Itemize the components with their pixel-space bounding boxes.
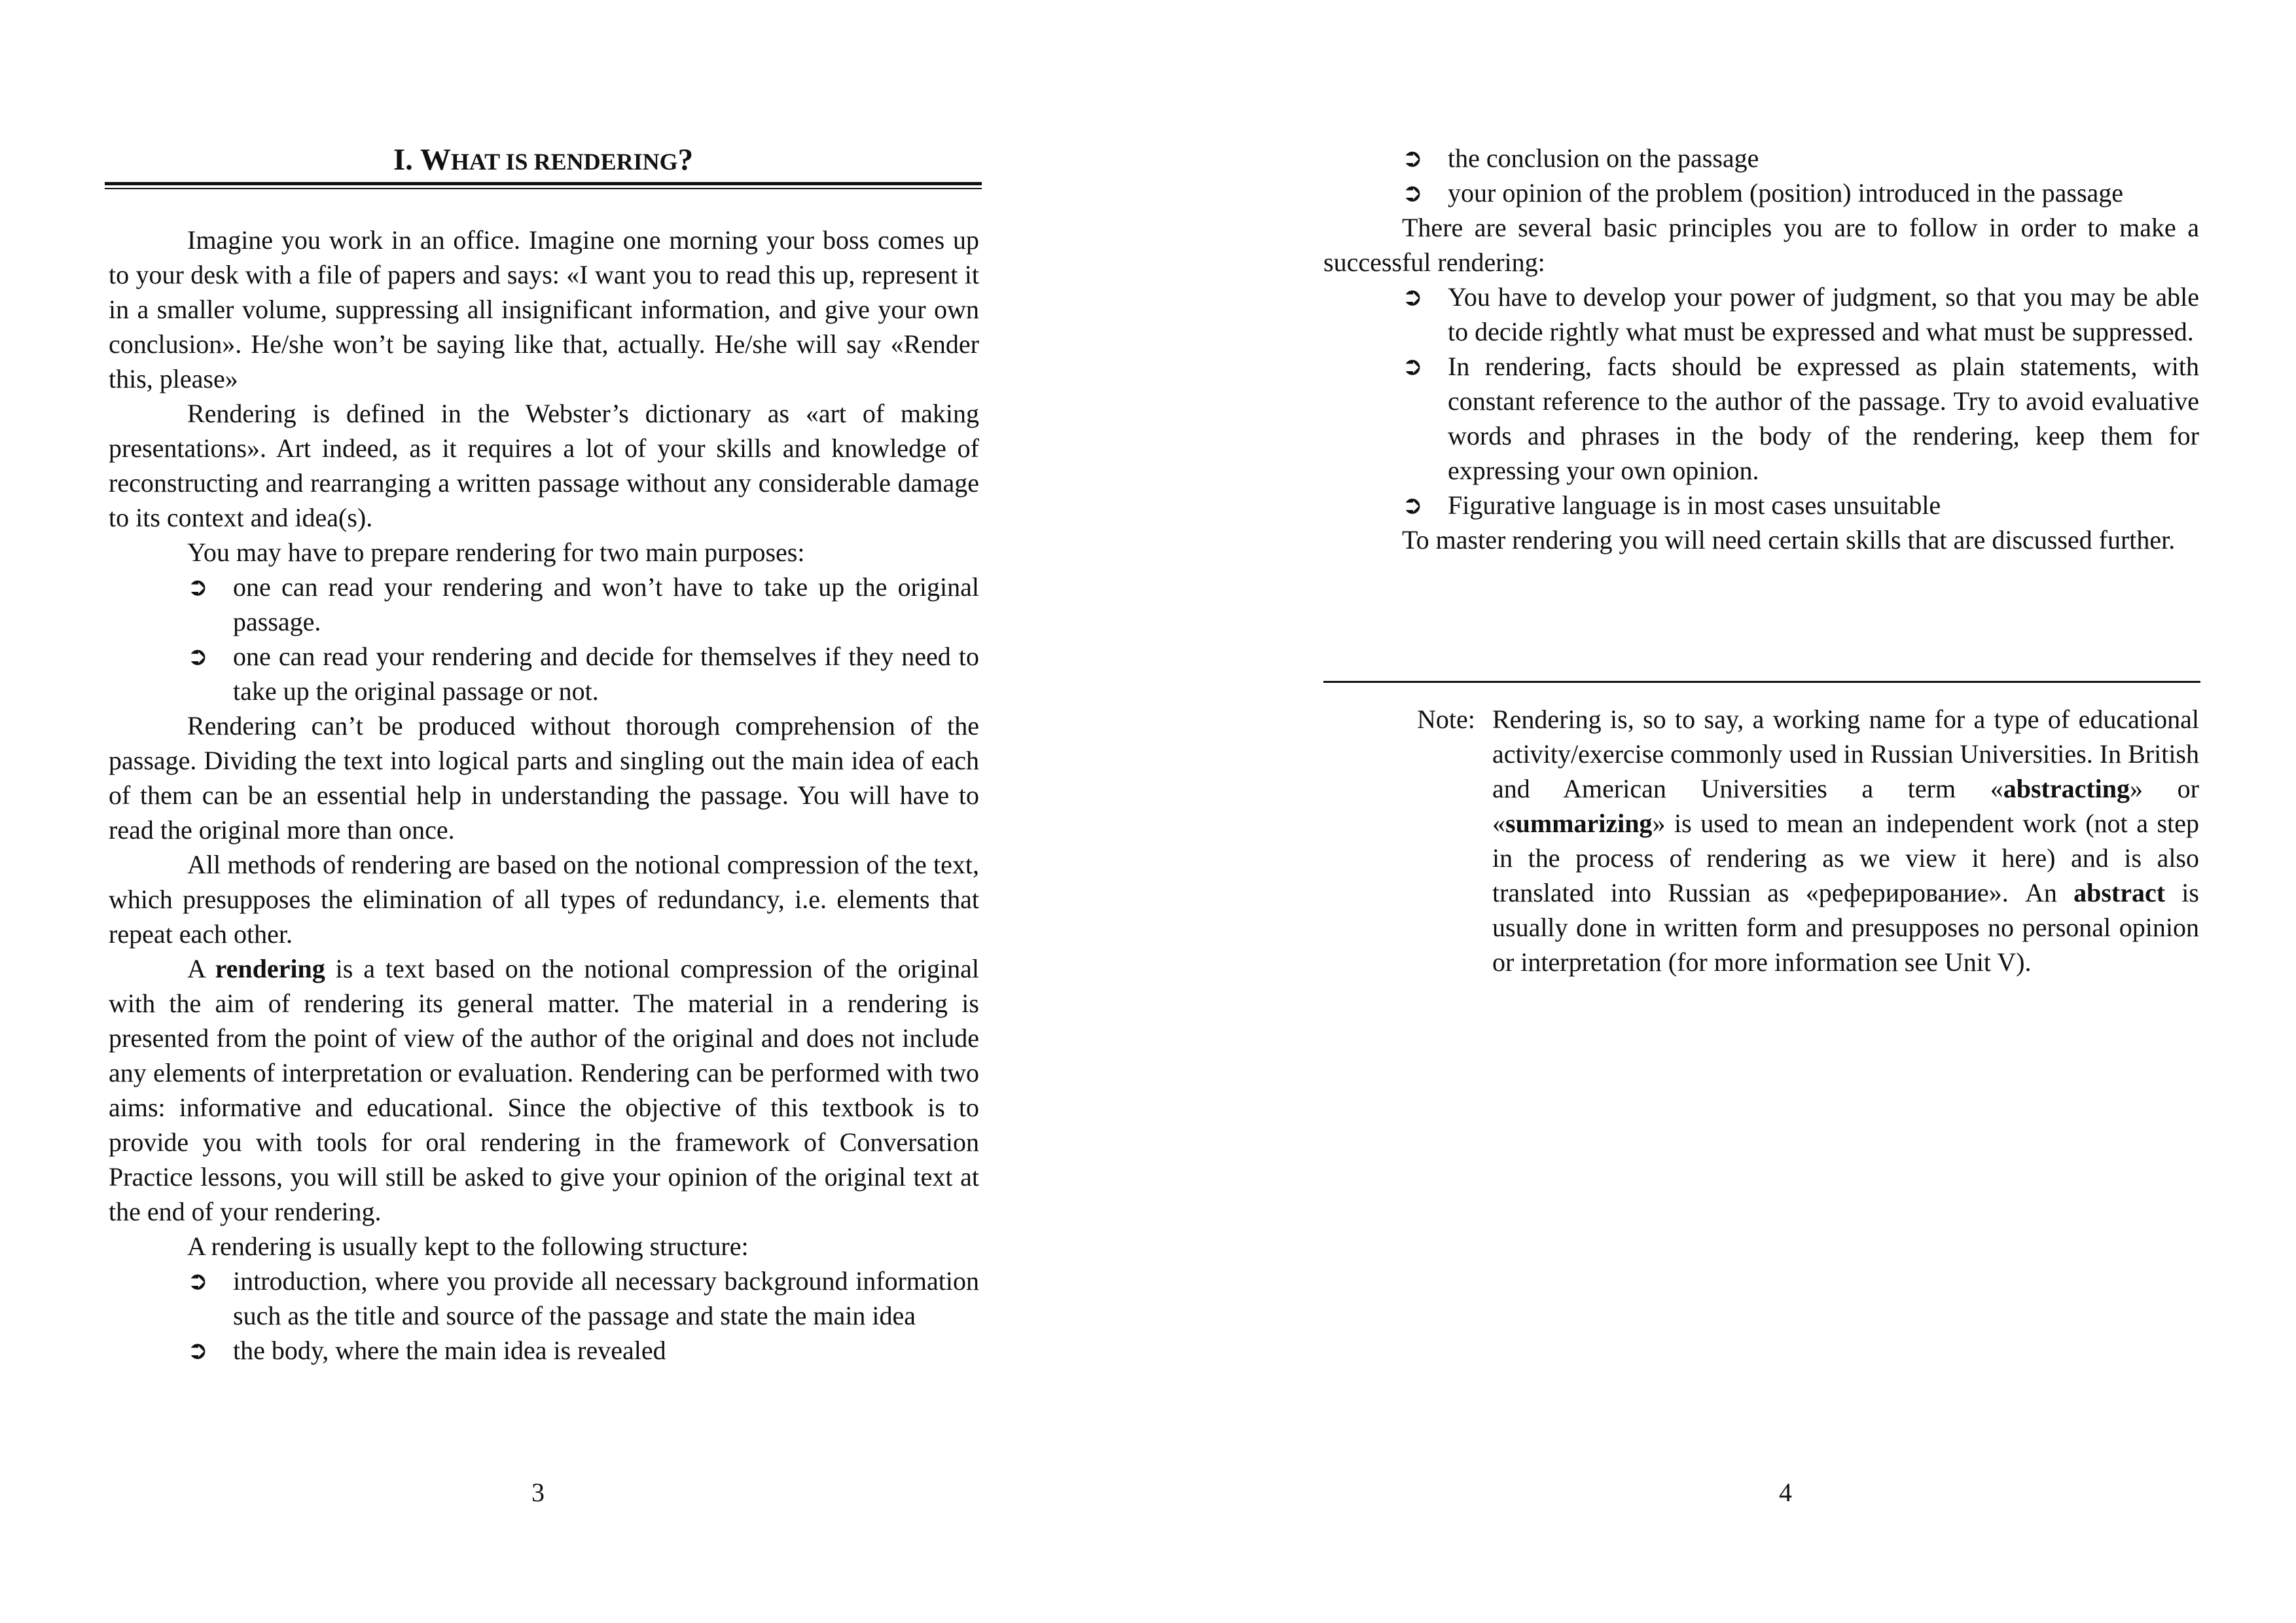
arrow-bullet-icon: ➲	[1402, 282, 1423, 311]
list-item: ➲ In rendering, facts should be expressed as plain statements, with constant reference to the author of the passage. Try to avoid evaluative words and phrases in the body of the rendering, keep them for expressing your own opinion.	[1323, 349, 2199, 488]
structure-list	[109, 1264, 979, 1368]
arrow-bullet-icon: ➲	[1402, 352, 1423, 380]
paragraph: To master rendering you will need certain skills that are discussed further.	[1402, 525, 2176, 555]
right-page	[1322, 0, 2199, 1623]
title-smallcaps: HAT IS RENDERING	[450, 149, 678, 175]
arrow-bullet-icon: ➲	[187, 1336, 208, 1364]
list-item: ➲ your opinion of the problem (position) introduced in the passage	[1323, 175, 2199, 210]
title-end: ?	[677, 143, 694, 177]
note-divider	[1323, 681, 2200, 683]
arrow-bullet-icon: ➲	[1402, 178, 1423, 207]
arrow-bullet-icon: ➲	[1402, 490, 1423, 519]
left-page	[105, 0, 982, 1623]
arrow-bullet-icon: ➲	[187, 572, 208, 601]
right-body-text	[1323, 141, 2199, 557]
title-numeral: I.	[393, 143, 420, 177]
arrow-bullet-icon: ➲	[1402, 143, 1423, 172]
purposes-list	[109, 570, 979, 708]
list-item: ➲ introduction, where you provide all necessary background information such as the title and source of the passage and state the main idea	[109, 1264, 979, 1333]
term-abstract: abstract	[2073, 878, 2166, 907]
paragraph: A rendering is usually kept to the following structure:	[187, 1231, 749, 1261]
page-number: 3	[531, 1478, 545, 1507]
list-item: ➲ You have to develop your power of judgment, so that you may be able to decide rightly what must be expressed and what must be suppressed.	[1323, 280, 2199, 349]
paragraph: All methods of rendering are based on the notional compression of the text, which presupposes the elimination of all types of redundancy, i.e. elements that repeat each other.	[109, 850, 979, 949]
arrow-bullet-icon: ➲	[187, 1266, 208, 1295]
left-body-text	[109, 223, 979, 1368]
note-label: Note:	[1417, 704, 1475, 734]
list-item: ➲ one can read your rendering and decide for themselves if they need to take up the original passage or not.	[109, 639, 979, 708]
list-item: ➲ the body, where the main idea is revealed	[109, 1333, 979, 1368]
term-summarizing: summarizing	[1505, 809, 1653, 838]
principles-list	[1323, 280, 2199, 522]
title-double-rule	[105, 182, 982, 189]
title-cap: W	[420, 143, 451, 177]
paragraph: There are several basic principles you are to follow in order to make a successful rendering:	[1323, 213, 2199, 277]
list-item: ➲ the conclusion on the passage	[1323, 141, 2199, 175]
structure-list-continued	[1323, 141, 2199, 210]
term-rendering: rendering	[215, 954, 325, 983]
list-item: ➲ one can read your rendering and won’t have to take up the original passage.	[109, 570, 979, 639]
arrow-bullet-icon: ➲	[187, 642, 208, 670]
footnote: Note: Rendering is, so to say, a working name for a type of educational activity/exercise commonly used in Russian Universities. In British and American Universities a term «abstracting» or «summarizing» is used to mean an independent work (not a step in the process of rendering as we view it here) and is also translated into Russian as «реферирование». An abstract is usually done in written form and presupposes no personal opinion or interpretation (for more information see Unit V).	[1417, 702, 2199, 979]
paragraph: You may have to prepare rendering for two main purposes:	[187, 538, 805, 567]
page-number: 4	[1779, 1478, 1792, 1507]
paragraph: A rendering is a text based on the notional compression of the original with the aim of rendering its general matter. The material in a rendering is presented from the point of view of the author of the original and does not include any elements of interpretation or evaluation. Rendering can be performed with two aims: informative and educational. Since the objective of this textbook is to provide you with tools for oral rendering in the framework of Conversation Practice lessons, you will still be asked to give your opinion of the original text at the end of your rendering.	[109, 954, 979, 1226]
paragraph: Rendering can’t be produced without thorough comprehension of the passage. Dividing the text into logical parts and singling out the main idea of each of them can be an essential help in understanding the passage. You will have to read the original more than once.	[109, 711, 979, 845]
paragraph: Imagine you work in an office. Imagine one morning your boss comes up to your desk with a file of papers and says: «I want you to read this up, represent it in a smaller volume, suppressing all insignificant information, and give your own conclusion». He/she won’t be saying like that, actually. He/she will say «Render this, please»	[109, 225, 979, 393]
paragraph: Rendering is defined in the Webster’s dictionary as «art of making presentations». Art indeed, as it requires a lot of your skills and knowledge of reconstructing and rearranging a written passage without any considerable damage to its context and idea(s).	[109, 399, 979, 532]
chapter-title	[105, 139, 982, 183]
list-item: ➲ Figurative language is in most cases unsuitable	[1323, 488, 2199, 522]
term-abstracting: abstracting	[2003, 774, 2130, 803]
